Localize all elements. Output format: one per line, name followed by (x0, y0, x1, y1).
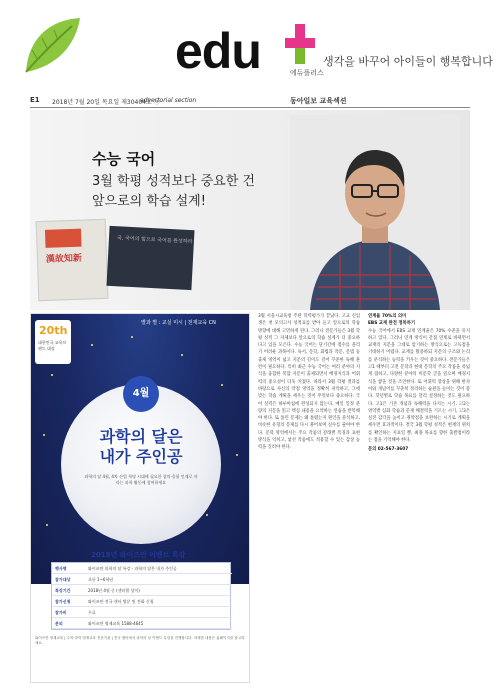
masthead (0, 0, 500, 90)
row-key: 문의 (55, 621, 63, 626)
sponsor-logos: 별과 별 : 교실 미시 | 천재교육 CN (141, 320, 216, 326)
award-badge (35, 320, 71, 364)
table-row (52, 563, 232, 574)
ad-description: 과학의 달 4월, 4차 산업 혁명 시대에 필요한 창의·융합 인재로 자라는 과학 활동에 참여하세요 (84, 474, 198, 485)
table-row (52, 596, 232, 607)
row-key: 참가신청 (55, 599, 71, 604)
row-value: 와이즈만 과학의 달 특강 - 과학의 달은 내가 주인공 (88, 566, 177, 571)
row-value: 초등 1~6학년 (88, 577, 114, 582)
hero-title: 수능 국어 (92, 150, 156, 168)
advertisement (30, 313, 250, 683)
ad-title-line-1: 과학의 달은 (99, 427, 183, 446)
book-page-image (106, 226, 194, 290)
row-value: 무료 (88, 610, 96, 615)
book-cover-block (45, 229, 82, 248)
hero-line-2: 앞으로의 학습 설계! (92, 194, 206, 209)
row-key: 참가대상 (55, 577, 71, 582)
leaf-logo-icon (18, 10, 88, 80)
issue-date: 2018년 7월 20일 목요일 제30404호 ⓐ (52, 99, 160, 106)
logo-subtitle: 에듀플러스 (290, 69, 324, 77)
table-row (52, 607, 232, 618)
edu-logo: edu (175, 23, 261, 79)
row-value: 와이즈만 전국 센터 방문 및 전화 신청 (88, 599, 154, 604)
book-page-text: 국, 국어의 힘으로 국어를 완성하라 (116, 235, 193, 246)
month-badge: 4월 (123, 376, 159, 412)
hero-line-1: 3월 학평 성적보다 중요한 건 (92, 174, 255, 189)
book-cover-image (36, 219, 109, 301)
article-column-1 (258, 313, 360, 683)
article-column-2 (368, 313, 470, 683)
article-subhead-2: EBS 교재 완전 정복하기 (368, 321, 415, 327)
book-cover-title: 漢故知新 (45, 253, 83, 265)
event-table (51, 562, 231, 630)
article-contact: 문의 02-567-3607 (368, 447, 409, 453)
article-subhead-1: 연계율 70%의 의미 (368, 314, 407, 319)
table-row (52, 574, 232, 585)
award-text: 대한민국 교육브랜드 대상 (38, 340, 67, 351)
plus-logo-icon (285, 24, 315, 64)
row-key: 특강기간 (55, 588, 71, 593)
row-key: 참가비 (55, 610, 67, 615)
row-key: 행사명 (55, 566, 67, 571)
section-label: advertorial section (140, 97, 197, 104)
ad-footer-text: 와이즈만 영재교육 | 수학·과학 영재교육 전문기관 | 전국 센터에서 과학의 달 이벤트 특강을 진행합니다. 자세한 내용은 홈페이지를 참고하세요. (35, 636, 245, 645)
tagline: 생각을 바꾸어 아이들이 행복합니다 (323, 55, 493, 68)
article-paragraph: 수능 국어에서 EBS 교재 연계율은 70% 수준을 유지하고 있다. 그러나 연계 방식이 간접 연계로 바뀌면서 교재의 지문을 그대로 암기하는 방식으로는 고득점을 기대하기 어렵다. 교재를 활용하되 지문의 구조와 논리를 분석하는 능력을 키우는 것이 중요하다. 전문가들은 고1 때부터 고전 문학과 현대 문학의 주요 작품을 폭넓게 접하고, 다양한 분야의 비문학 글을 읽으며 배경지식을 쌓을 것을 조언한다. 또 어휘력 향상을 위해 한자어와 개념어를 꾸준히 정리하는 습관을 들이는 것이 좋다. 학년별로 학습 목표를 달리 설정하는 것도 필요하다. 고1은 기본 개념과 독해력을 다지는 시기, 고2는 영역별 심화 학습과 문제 해결력을 기르는 시기, 고3은 실전 감각을 높이고 취약점을 보완하는 시기로 계획을 세우면 효과적이다. 결국 3월 학평 성적은 현재의 위치를 확인하는 지표일 뿐, 최종 목표를 향한 출발점이라는 점을 기억해야 한다. (368, 328, 470, 444)
award-number: 20th (39, 324, 68, 337)
row-value: 와이즈만 영재교육 1588-4645 (88, 621, 144, 626)
row-value: 2018년 4월 중 (센터별 상이) (88, 588, 140, 593)
page-number: E1 (30, 96, 40, 104)
event-table-title: 2018년 와이즈만 이벤트 특강 (91, 551, 186, 559)
table-row (52, 585, 232, 596)
author-photo (290, 115, 460, 310)
article-paragraph: 3월 서울시교육청 주관 학력평가가 끝났다. 고교 신입생은 첫 모의고사 성적표를 받아 들고 앞으로의 학습 방향에 대해 고민하게 된다. 그러나 전문가들은 3월 학평 성적 그 자체보다 앞으로의 학습 설계가 더 중요하다고 입을 모은다. 수능 국어는 단기간에 점수를 올리기 어려운 과목이다. 독서, 문학, 화법과 작문, 문법 등 출제 영역이 넓고 지문의 길이도 길어 꾸준한 독해 훈련이 필요하다. 특히 최근 수능 국어는 여러 분야의 지식을 융합한 복합 지문이 출제되면서 배경지식과 어휘력의 중요성이 더욱 커졌다. 따라서 3월 학평 결과를 바탕으로 자신의 약점 영역을 정확히 파악하고, 그에 맞는 학습 계획을 세우는 것이 무엇보다 중요하다. 국어 실력은 하루아침에 완성되지 않는다. 매일 일정 분량의 지문을 읽고 핵심 내용을 요약하는 연습을 반복해야 한다. 또 틀린 문제는 왜 틀렸는지 원인을 분석하고, 비슷한 유형의 문제를 다시 풀어보며 실수를 줄여야 한다. 문학 영역에서는 주요 작품의 갈래별 특징과 표현 방식을 익히고, 낯선 작품에도 적용할 수 있는 감상 능력을 길러야 한다. (258, 314, 360, 451)
ad-title-line-2: 내가 주인공 (99, 447, 183, 466)
article-body (258, 313, 470, 683)
table-row (52, 618, 232, 629)
info-bar (30, 94, 470, 108)
paper-name: 동아일보 교육섹션 (290, 97, 347, 105)
